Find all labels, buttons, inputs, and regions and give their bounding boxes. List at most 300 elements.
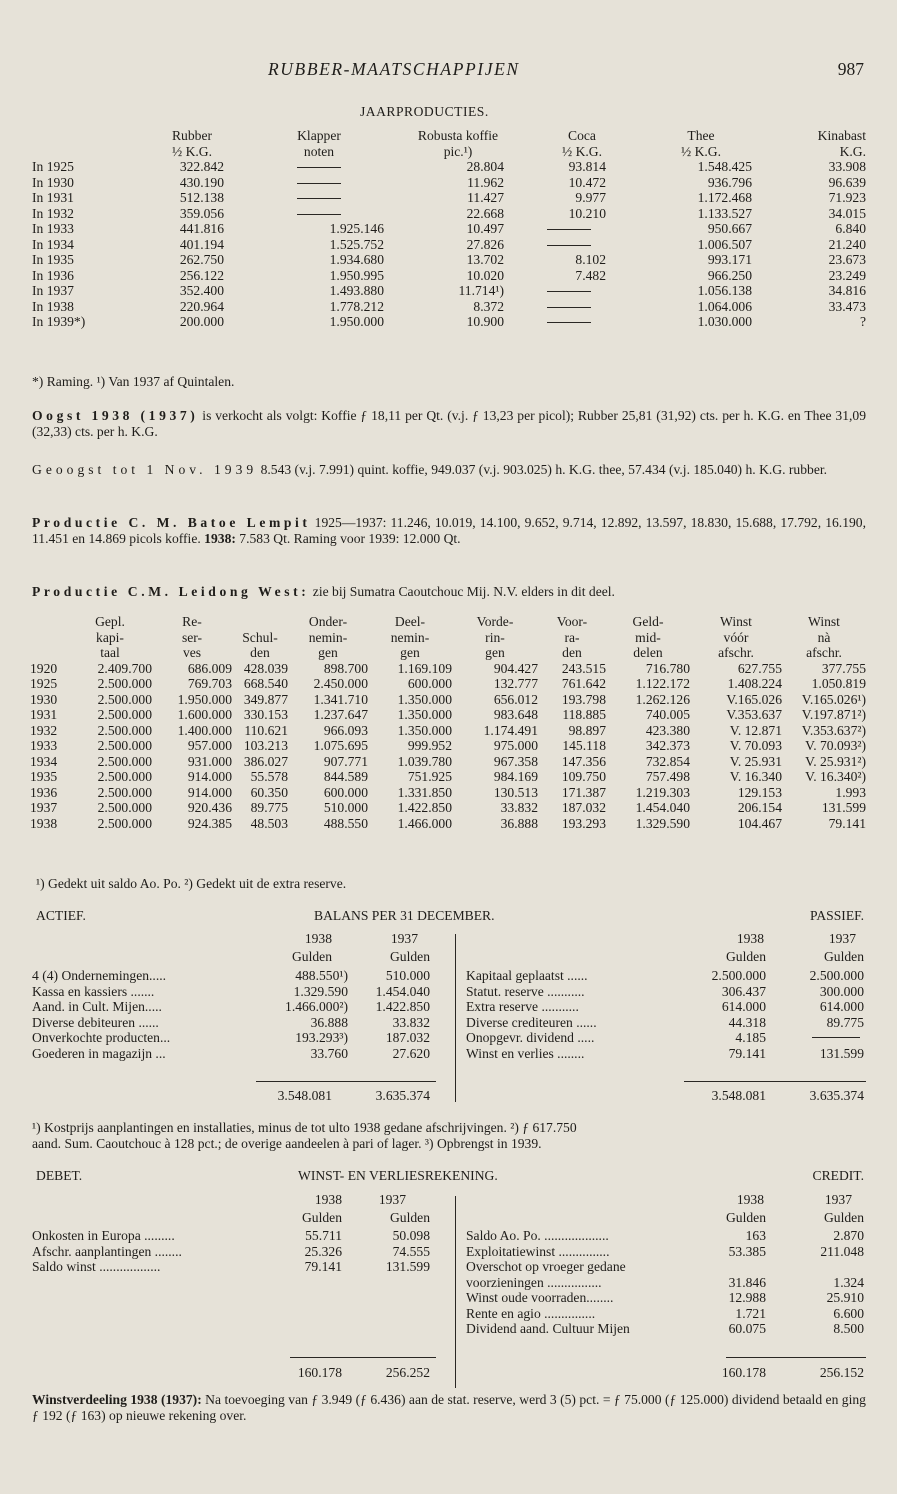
dash-empty-mark: [812, 1037, 860, 1038]
jaar-cell-robusta: 22.668: [466, 205, 504, 221]
ledger-label: Goederen in magazijn ...: [32, 1045, 166, 1061]
fin-cell: V. 25.931²): [805, 753, 866, 769]
fin-header-blank: [30, 614, 68, 630]
fin-col-header: Onder-: [308, 614, 348, 629]
fin-cell: 2.450.000: [313, 676, 368, 691]
ledger-row: [466, 1259, 866, 1275]
col-header: Kinabast: [817, 128, 866, 143]
jaar-cell-robusta: 27.826: [466, 236, 504, 252]
jaar-cell-robusta: 13.702: [466, 252, 504, 267]
ledger-value-1938: 1.329.590: [293, 983, 348, 999]
fin-cell: 510.000: [323, 800, 368, 815]
fin-table-row: [30, 769, 866, 785]
fin-cell: 931.000: [187, 753, 232, 769]
ledger-value-1938: 193.293³): [295, 1030, 348, 1045]
fin-cell: 2.500.000: [97, 707, 152, 722]
fin-cell: 1.174.491: [483, 722, 538, 738]
fin-cell: V. 12.871: [729, 722, 782, 738]
ledger-label: Dividend aand. Cultuur Mijen: [466, 1321, 630, 1336]
fin-cell: 103.213: [243, 738, 288, 753]
balans-unit: Gulden: [725, 949, 766, 964]
productie-batoe-label: Productie C. M. Batoe Lempit: [32, 515, 311, 530]
fin-cell: V. 16.340: [729, 769, 782, 784]
fin-cell: 740.005: [645, 707, 690, 722]
ledger-label: Winst en verlies ........: [466, 1045, 585, 1061]
fin-cell: 920.436: [187, 800, 232, 815]
jaar-cell-rubber: 200.000: [179, 314, 224, 329]
ledger-label: Afschr. aanplantingen ........: [32, 1243, 182, 1259]
jaar-cell-coca: [532, 237, 632, 253]
col-header-unit: ½ K.G.: [171, 143, 213, 159]
ledger-value-1937: 614.000: [819, 999, 864, 1014]
jaarproducties-table: [32, 128, 866, 330]
fin-col-header: ves: [182, 645, 202, 660]
fin-col-header: den: [250, 645, 270, 660]
ledger-value-1937: 1.422.850: [375, 999, 430, 1014]
fin-cell: 600.000: [407, 676, 452, 691]
jaar-cell-robusta: 10.020: [466, 267, 504, 283]
productie-batoe-paragraph: [32, 515, 866, 546]
fin-cell: 1.466.000: [397, 815, 452, 831]
wv-total-debet-1937: 256.252: [385, 1365, 430, 1380]
ledger-value-1938: 33.760: [310, 1045, 348, 1061]
jaar-table-row: [32, 314, 866, 330]
wv-total-rule: [290, 1357, 436, 1358]
fin-year: 1920: [30, 660, 58, 676]
fin-cell: 109.750: [561, 769, 606, 784]
ledger-value-1938: 25.326: [304, 1243, 342, 1259]
ledger-label: Statut. reserve ...........: [466, 983, 585, 999]
jaar-cell-kina: 23.673: [828, 252, 866, 267]
winstverdeeling-text: Na toevoeging van ƒ 3.949 (ƒ 6.436) aan de stat. reserve, werd 3 (5) pct. = ƒ 75.000 (ƒ 125.000) dividend betaald en ging ƒ 192 (ƒ 163) op nieuwe rekening over.: [32, 1392, 866, 1423]
col-header: Robusta koffie: [417, 128, 499, 143]
col-header-unit: noten: [303, 143, 335, 159]
jaar-cell-coca: [532, 299, 632, 315]
fin-header-blank: [30, 630, 68, 646]
jaar-cell-kina: 21.240: [828, 236, 866, 252]
balans-divider: [455, 934, 456, 1102]
ledger-value-1938: 44.318: [728, 1014, 766, 1030]
ledger-value-1937: 510.000: [385, 968, 430, 983]
jaar-cell-thee: 966.250: [707, 267, 752, 283]
geoogst-text: 8.543 (v.j. 7.991) quint. koffie, 949.037 (v.j. 903.025) h. K.G. thee, 57.434 (v.j. 185.040) h. K.G. rubber.: [257, 462, 828, 477]
ledger-value-1938: 79.141: [304, 1259, 342, 1274]
page-header-title: RUBBER-MAATSCHAPPIJEN: [268, 59, 520, 79]
ledger-value-1937: 50.098: [392, 1228, 430, 1243]
ledger-value-1937: 74.555: [392, 1243, 430, 1259]
fin-year: 1931: [30, 707, 58, 722]
fin-cell: 1.262.126: [635, 691, 690, 707]
fin-cell: 428.039: [243, 660, 288, 676]
jaar-cell-rubber: 262.750: [179, 252, 224, 267]
fin-cell: 145.118: [562, 738, 606, 753]
fin-header-row: [30, 614, 866, 630]
fin-cell: 686.009: [187, 660, 232, 676]
jaar-cell-coca: 9.977: [575, 190, 606, 205]
jaar-cell-rubber: 512.138: [179, 190, 224, 205]
fin-cell: 243.515: [561, 660, 606, 676]
dash-empty-mark: [547, 291, 591, 292]
jaar-cell-rubber: 430.190: [179, 174, 224, 190]
jaar-cell-thee: 1.548.425: [697, 159, 752, 174]
oogst-text: is verkocht als volgt: Koffie ƒ 18,11 per Qt. (v.j. ƒ 13,23 per picol); Rubber 25,81 (31,92) cts. per h. K.G. en Thee 31,09 (32,33) cts. per h. K.G.: [32, 408, 866, 439]
ledger-row: [466, 1275, 866, 1291]
ledger-value-1937: 131.599: [385, 1259, 430, 1274]
jaarproducties-title: JAARPRODUCTIES.: [360, 104, 489, 119]
ledger-value-1938: 4.185: [735, 1030, 766, 1045]
ledger-label: Diverse debiteuren ......: [32, 1014, 159, 1030]
fin-cell: 600.000: [323, 784, 368, 800]
ledger-label: Diverse crediteuren ......: [466, 1014, 597, 1030]
jaar-cell-rubber: 256.122: [179, 267, 224, 283]
fin-cell: 187.032: [561, 800, 606, 815]
jaar-cell-robusta: 11.427: [467, 190, 504, 205]
fin-col-header: gen: [318, 645, 338, 660]
ledger-label: Rente en agio ...............: [466, 1305, 596, 1321]
balans-unit: Gulden: [291, 949, 332, 964]
balans-total-actief-1938: 3.548.081: [277, 1088, 332, 1103]
jaar-table-row: [32, 237, 866, 253]
fin-cell: 206.154: [737, 800, 782, 815]
fin-cell: 716.780: [645, 660, 690, 676]
ledger-value-1938: 2.500.000: [711, 968, 766, 983]
fin-cell: 98.897: [568, 722, 606, 738]
ledger-value-1938: 163: [745, 1228, 766, 1243]
jaar-cell-coca: 93.814: [568, 159, 606, 174]
ledger-value-1938: 306.437: [721, 983, 766, 999]
fin-year: 1933: [30, 738, 58, 753]
fin-cell: 844.589: [323, 769, 368, 784]
oogst-label: Oogst 1938 (1937): [32, 408, 199, 423]
ledger-row: [466, 1030, 866, 1046]
ledger-value-1938: 614.000: [721, 999, 766, 1014]
fin-col-header: nemin-: [308, 629, 348, 645]
jaar-cell-klapper: [254, 206, 384, 222]
ledger-row: [32, 984, 436, 1000]
col-header: Thee: [687, 128, 715, 143]
jaar-cell-coca: 8.102: [575, 252, 606, 267]
fin-cell: 60.350: [250, 784, 288, 800]
jaar-cell-thee: 993.171: [707, 252, 752, 267]
jaar-cell-kina: ?: [859, 314, 866, 329]
ledger-label: voorzieningen ................: [466, 1274, 602, 1290]
jaar-cell-klapper: 1.934.680: [329, 252, 384, 267]
fin-cell: 377.755: [821, 660, 866, 676]
ledger-row: [32, 1015, 436, 1031]
fin-year: 1938: [30, 815, 58, 831]
fin-cell: 769.703: [187, 676, 232, 691]
balans-unit: Gulden: [823, 949, 864, 964]
balans-year-1938: 1938: [304, 931, 332, 946]
jaar-cell-kina: 71.923: [828, 190, 866, 205]
productie-leidong-paragraph: [32, 584, 866, 600]
fin-col-header: Geld-: [632, 614, 664, 629]
ledger-value-1937: 33.832: [392, 1014, 430, 1030]
balans-title: BALANS PER 31 DECEMBER.: [314, 908, 495, 923]
fin-table-row: [30, 723, 866, 739]
fin-cell: V. 16.340²): [805, 769, 866, 784]
wv-credit-list: [466, 1228, 866, 1337]
fin-cell: 193.798: [561, 691, 606, 707]
balans-year-1937: 1937: [828, 931, 856, 946]
fin-cell: 1.329.590: [635, 815, 690, 831]
fin-cell: V.353.637: [726, 707, 782, 722]
fin-col-header: Vorde-: [476, 614, 514, 629]
winstverdeeling-paragraph: [32, 1392, 866, 1423]
fin-cell: 55.578: [250, 769, 288, 784]
jaar-cell-rubber: 352.400: [179, 283, 224, 298]
fin-cell: 386.027: [243, 753, 288, 769]
jaar-table-row: [32, 268, 866, 284]
jaar-cell-thee: 1.006.507: [697, 236, 752, 252]
ledger-row: [32, 1228, 432, 1244]
fin-table-row: [30, 692, 866, 708]
fin-cell: 423.380: [645, 722, 690, 738]
jaar-cell-thee: 1.030.000: [697, 314, 752, 329]
fin-cell: V.353.637²): [801, 722, 866, 738]
fin-cell: 171.387: [561, 784, 606, 800]
col-header-unit: ½ K.G.: [561, 143, 603, 159]
balans-total-rule: [256, 1081, 436, 1082]
fin-cell: 1.237.647: [313, 707, 368, 722]
fin-table-row: [30, 785, 866, 801]
jaar-cell-robusta: 11.962: [467, 174, 504, 190]
ledger-label: Winst oude voorraden........: [466, 1290, 614, 1305]
fin-cell: 1.122.172: [635, 676, 690, 691]
fin-col-header: gen: [400, 645, 420, 660]
fin-cell: 2.500.000: [97, 676, 152, 691]
ledger-row: [466, 1015, 866, 1031]
ledger-row: [466, 984, 866, 1000]
fin-year: 1935: [30, 769, 58, 784]
jaar-cell-rubber: 220.964: [179, 298, 224, 314]
jaar-cell-klapper: [254, 175, 384, 191]
jaar-cell-thee: 950.667: [707, 221, 752, 236]
jaar-cell-robusta: 10.900: [466, 314, 504, 329]
jaar-cell-klapper: 1.950.995: [329, 267, 384, 283]
fin-col-header: Deel-: [394, 614, 426, 629]
fin-cell: 2.500.000: [97, 769, 152, 784]
fin-cell: 967.358: [493, 753, 538, 769]
jaar-cell-kina: 6.840: [835, 221, 866, 236]
fin-cell: 147.356: [561, 753, 606, 769]
jaar-table-row: [32, 221, 866, 237]
productie-leidong-label: Productie C.M. Leidong West:: [32, 584, 310, 599]
ledger-value-1937: 2.870: [833, 1228, 864, 1243]
fin-cell: 488.550: [323, 815, 368, 831]
fin-cell: 342.373: [645, 738, 690, 753]
fin-cell: 130.513: [493, 784, 538, 800]
fin-cell: 2.500.000: [97, 738, 152, 753]
ledger-row: [466, 1306, 866, 1322]
wv-total-credit-1938: 160.178: [721, 1365, 766, 1380]
balans-actief-title: ACTIEF.: [36, 908, 86, 923]
jaar-cell-thee: 1.056.138: [697, 283, 752, 298]
jaar-cell-coca: [532, 314, 632, 330]
ledger-value-1937: 8.500: [833, 1321, 864, 1336]
geoogst-paragraph: [32, 462, 866, 478]
dash-empty-mark: [547, 229, 591, 230]
ledger-value-1938: 1.721: [735, 1305, 766, 1321]
ledger-row: [466, 1290, 866, 1306]
wv-debet-title: DEBET.: [36, 1168, 83, 1183]
fin-col-header: gen: [485, 645, 505, 660]
ledger-value-1937: 131.599: [819, 1045, 864, 1061]
dash-empty-mark: [297, 214, 341, 215]
ledger-value-1937: 1.324: [833, 1274, 864, 1290]
ledger-value-1937: 25.910: [826, 1290, 864, 1305]
jaar-cell-klapper: [254, 159, 384, 175]
ledger-row: [466, 968, 866, 984]
col-header-unit: pic.¹): [443, 143, 473, 159]
fin-col-header: kapi-: [96, 629, 124, 645]
jaar-cell-kina: 96.639: [828, 174, 866, 190]
fin-col-header: Voor-: [556, 614, 588, 629]
fin-cell: 129.153: [737, 784, 782, 800]
jaarproducties-footnote: *) Raming. ¹) Van 1937 af Quintalen.: [32, 374, 235, 389]
fin-cell: 761.642: [561, 676, 606, 691]
winstverdeeling-label: Winstverdeeling 1938 (1937):: [32, 1392, 202, 1407]
ledger-value-1937: 1.454.040: [375, 983, 430, 999]
fin-col-header: Winst: [720, 614, 752, 629]
fin-cell: V.197.871²): [801, 707, 866, 722]
balans-passief-list: [466, 968, 866, 1061]
jaar-cell-kina: 23.249: [828, 267, 866, 283]
jaar-table-row: [32, 206, 866, 222]
ledger-value-1938: 12.988: [728, 1290, 766, 1305]
fin-table-row: [30, 707, 866, 723]
fin-table-row: [30, 676, 866, 692]
balans-total-actief-1937: 3.635.374: [375, 1088, 430, 1103]
ledger-label: Kassa en kassiers .......: [32, 983, 155, 999]
fin-col-header: vóór: [723, 629, 749, 645]
balans-passief-title: PASSIEF.: [810, 908, 864, 923]
fin-year: 1932: [30, 722, 58, 738]
fin-cell: 349.877: [243, 691, 288, 707]
jaar-year: In 1934: [32, 236, 74, 252]
fin-year: 1925: [30, 676, 58, 691]
fin-cell: 898.700: [323, 660, 368, 676]
jaar-cell-coca: [532, 221, 632, 237]
fin-cell: 966.093: [323, 722, 368, 738]
fin-col-header: delen: [633, 645, 663, 660]
jaar-cell-thee: 1.133.527: [697, 205, 752, 221]
wv-year-1937: 1937: [378, 1192, 406, 1207]
jaar-year: In 1936: [32, 267, 74, 283]
balans-unit: Gulden: [389, 949, 430, 964]
balans-footnote-2: aand. Sum. Caoutchouc à 128 pct.; de overige aandeelen à pari of lager. ³) Opbrengst in 1939.: [32, 1136, 542, 1151]
wv-total-credit-1937: 256.152: [819, 1365, 864, 1380]
ledger-row: [32, 1046, 436, 1062]
fin-cell: V.165.026¹): [801, 691, 866, 707]
jaar-cell-robusta: 10.497: [466, 221, 504, 236]
fin-cell: 48.503: [250, 815, 288, 831]
jaar-cell-kina: 33.473: [828, 298, 866, 314]
fin-cell: 2.500.000: [97, 722, 152, 738]
fin-cell: V.165.026: [726, 691, 782, 707]
fin-cell: 907.771: [323, 753, 368, 769]
fin-header-row: [30, 630, 866, 646]
fin-col-header: Winst: [808, 614, 840, 629]
jaar-cell-coca: 7.482: [575, 267, 606, 283]
fin-cell: 751.925: [407, 769, 452, 784]
fin-table-row: [30, 816, 866, 832]
balans-total-passief-1937: 3.635.374: [809, 1088, 864, 1103]
fin-cell: 1.169.109: [397, 660, 452, 676]
fin-cell: 1.422.850: [397, 800, 452, 815]
dash-empty-mark: [547, 245, 591, 246]
fin-cell: 1.454.040: [635, 800, 690, 815]
ledger-value-1937: 300.000: [819, 983, 864, 999]
ledger-label: Saldo Ao. Po. ...................: [466, 1228, 609, 1243]
fin-cell: 999.952: [407, 738, 452, 753]
fin-table-row: [30, 661, 866, 677]
fin-year: 1930: [30, 691, 58, 707]
fin-cell: 732.854: [645, 753, 690, 769]
fin-col-header: mid-: [635, 629, 661, 645]
fin-col-header: [232, 614, 288, 630]
jaar-cell-klapper: 1.525.752: [329, 236, 384, 252]
jaar-cell-robusta: 11.714¹): [458, 283, 504, 298]
fin-year: 1936: [30, 784, 58, 800]
ledger-label: Onkosten in Europa .........: [32, 1228, 175, 1243]
ledger-value-1937: 187.032: [385, 1030, 430, 1045]
fin-cell: 1.350.000: [397, 707, 452, 722]
fin-col-header: ra-: [564, 629, 580, 645]
fin-cell: 757.498: [645, 769, 690, 784]
ledger-row: [466, 1046, 866, 1062]
fin-col-header: taal: [100, 645, 120, 660]
ledger-row: [466, 1321, 866, 1337]
fin-cell: 914.000: [187, 769, 232, 784]
ledger-label: Onverkochte producten...: [32, 1030, 171, 1045]
jaar-year: In 1931: [32, 190, 74, 205]
fin-cell: 957.000: [187, 738, 232, 753]
fin-header-row: [30, 645, 866, 661]
ledger-value-1937: 2.500.000: [809, 968, 864, 983]
financial-footnote: ¹) Gedekt uit saldo Ao. Po. ²) Gedekt uit de extra reserve.: [36, 876, 347, 891]
fin-cell: 2.500.000: [97, 691, 152, 707]
fin-cell: 2.500.000: [97, 800, 152, 815]
ledger-value-1938: 79.141: [728, 1045, 766, 1061]
fin-cell: 1.350.000: [397, 722, 452, 738]
jaar-cell-robusta: 8.372: [473, 298, 504, 314]
fin-cell: 132.777: [493, 676, 538, 691]
jaar-year: In 1937: [32, 283, 74, 298]
fin-cell: 330.153: [243, 707, 288, 722]
fin-cell: 36.888: [500, 815, 538, 831]
wv-year-1938: 1938: [314, 1192, 342, 1207]
ledger-value-1938: 36.888: [310, 1014, 348, 1030]
ledger-row: [32, 1244, 432, 1260]
jaar-year: In 1933: [32, 221, 74, 236]
balans-actief-list: [32, 968, 436, 1061]
fin-cell: 2.500.000: [97, 815, 152, 831]
col-header-unit: ½ K.G.: [680, 143, 722, 159]
wv-debet-list: [32, 1228, 432, 1275]
ledger-label: Overschot op vroeger gedane: [466, 1259, 626, 1274]
ledger-value-1938: 60.075: [728, 1321, 766, 1336]
jaar-cell-klapper: [254, 190, 384, 206]
balans-total-rule: [684, 1081, 866, 1082]
col-header-unit: K.G.: [839, 143, 866, 159]
jaar-cell-kina: 34.816: [828, 283, 866, 298]
jaar-cell-thee: 936.796: [707, 174, 752, 190]
fin-cell: 1.219.303: [635, 784, 690, 800]
fin-col-header: Gepl.: [95, 614, 125, 629]
fin-cell: 131.599: [821, 800, 866, 815]
fin-cell: 1.050.819: [811, 676, 866, 691]
